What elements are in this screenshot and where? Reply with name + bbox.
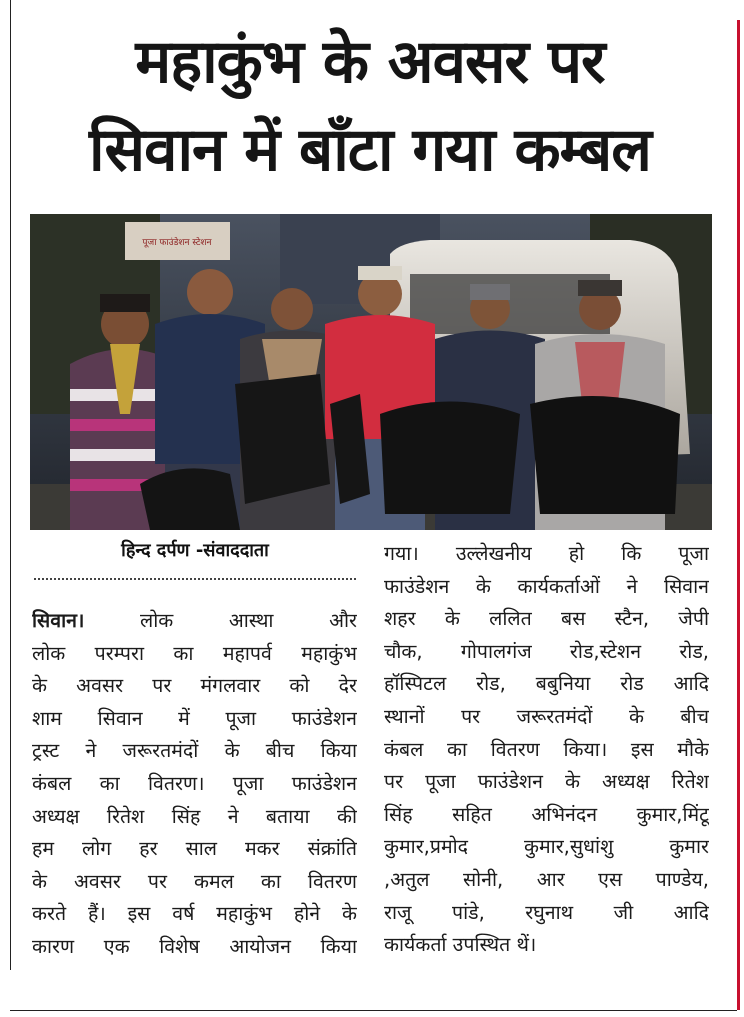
article-line: कंबल का वितरण किया। इस मौके — [384, 737, 709, 761]
blanket-4 — [380, 402, 520, 515]
article-line: कुमार,प्रमोद कुमार,सुधांशु कुमार — [384, 835, 709, 859]
article-line: कंबल का वितरण। पूजा फाउंडेशन — [32, 771, 357, 795]
article-line: गया। उल्लेखनीय हो कि पूजा — [384, 542, 709, 565]
shop-sign-text: पूजा फाउंडेशन स्टेशन — [142, 238, 212, 248]
article-line: अध्यक्ष रितेश सिंह ने बताया की — [32, 804, 357, 828]
byline-divider — [34, 578, 356, 580]
blanket-1 — [140, 468, 240, 530]
dateline: सिवान। — [32, 609, 85, 632]
article-line: कारण एक विशेष आयोजन किया — [32, 934, 357, 958]
article-line — [32, 605, 357, 638]
blanket-2 — [235, 374, 330, 504]
article-column-left — [32, 605, 357, 964]
left-column-rule — [10, 0, 11, 970]
article-line: सिंह सहित अभिनंदन कुमार,मिंटू — [384, 802, 709, 826]
article-line-text: लोक आस्था और — [139, 609, 357, 632]
article-line: शाम सिवान में पूजा फाउंडेशन — [32, 706, 357, 730]
article-line: पर पूजा फाउंडेशन के अध्यक्ष रितेश — [384, 770, 709, 794]
article-line: के अवसर पर मंगलवार को देर — [32, 674, 357, 698]
headline-line-2: सिवान में बाँटा गया कम्बल — [89, 115, 651, 185]
article-line: चौक, गोपालगंज रोड,स्टेशन रोड, — [384, 639, 709, 663]
headline-line-1: महाकुंभ के अवसर पर — [135, 27, 605, 97]
right-edge-rule — [737, 20, 740, 1010]
article-line: कार्यकर्ता उपस्थित थें। — [384, 933, 537, 957]
article-line: फाउंडेशन के कार्यकर्ताओं ने सिवान — [384, 574, 709, 598]
article-column-right — [384, 538, 709, 962]
blanket-5 — [530, 396, 680, 514]
article-line: राजू पांडे, रघुनाथ जी आदि — [384, 900, 709, 924]
article-line: करते हैं। इस वर्ष महाकुंभ होने के — [32, 902, 357, 926]
news-photo — [30, 214, 712, 530]
article-line: के अवसर पर कमल का वितरण — [32, 869, 357, 893]
article-line: हम लोग हर साल मकर संक्रांति — [32, 837, 357, 861]
byline: हिन्द दर्पण -संवाददाता — [121, 540, 269, 561]
article-line: शहर के ललित बस स्टैन, जेपी — [384, 607, 709, 631]
article-line: स्थानों पर जरूरतमंदों के बीच — [384, 704, 709, 728]
bottom-rule — [10, 1010, 737, 1011]
article-line: हॉस्पिटल रोड, बबुनिया रोड आदि — [384, 672, 709, 696]
article-line: ,अतुल सोनी, आर एस पाण्डेय, — [384, 867, 709, 891]
article-line: ट्रस्ट ने जरूरतमंदों के बीच किया — [32, 739, 357, 763]
photo-illustration — [30, 214, 712, 530]
article-line: लोक परम्परा का महापर्व महाकुंभ — [32, 641, 357, 665]
